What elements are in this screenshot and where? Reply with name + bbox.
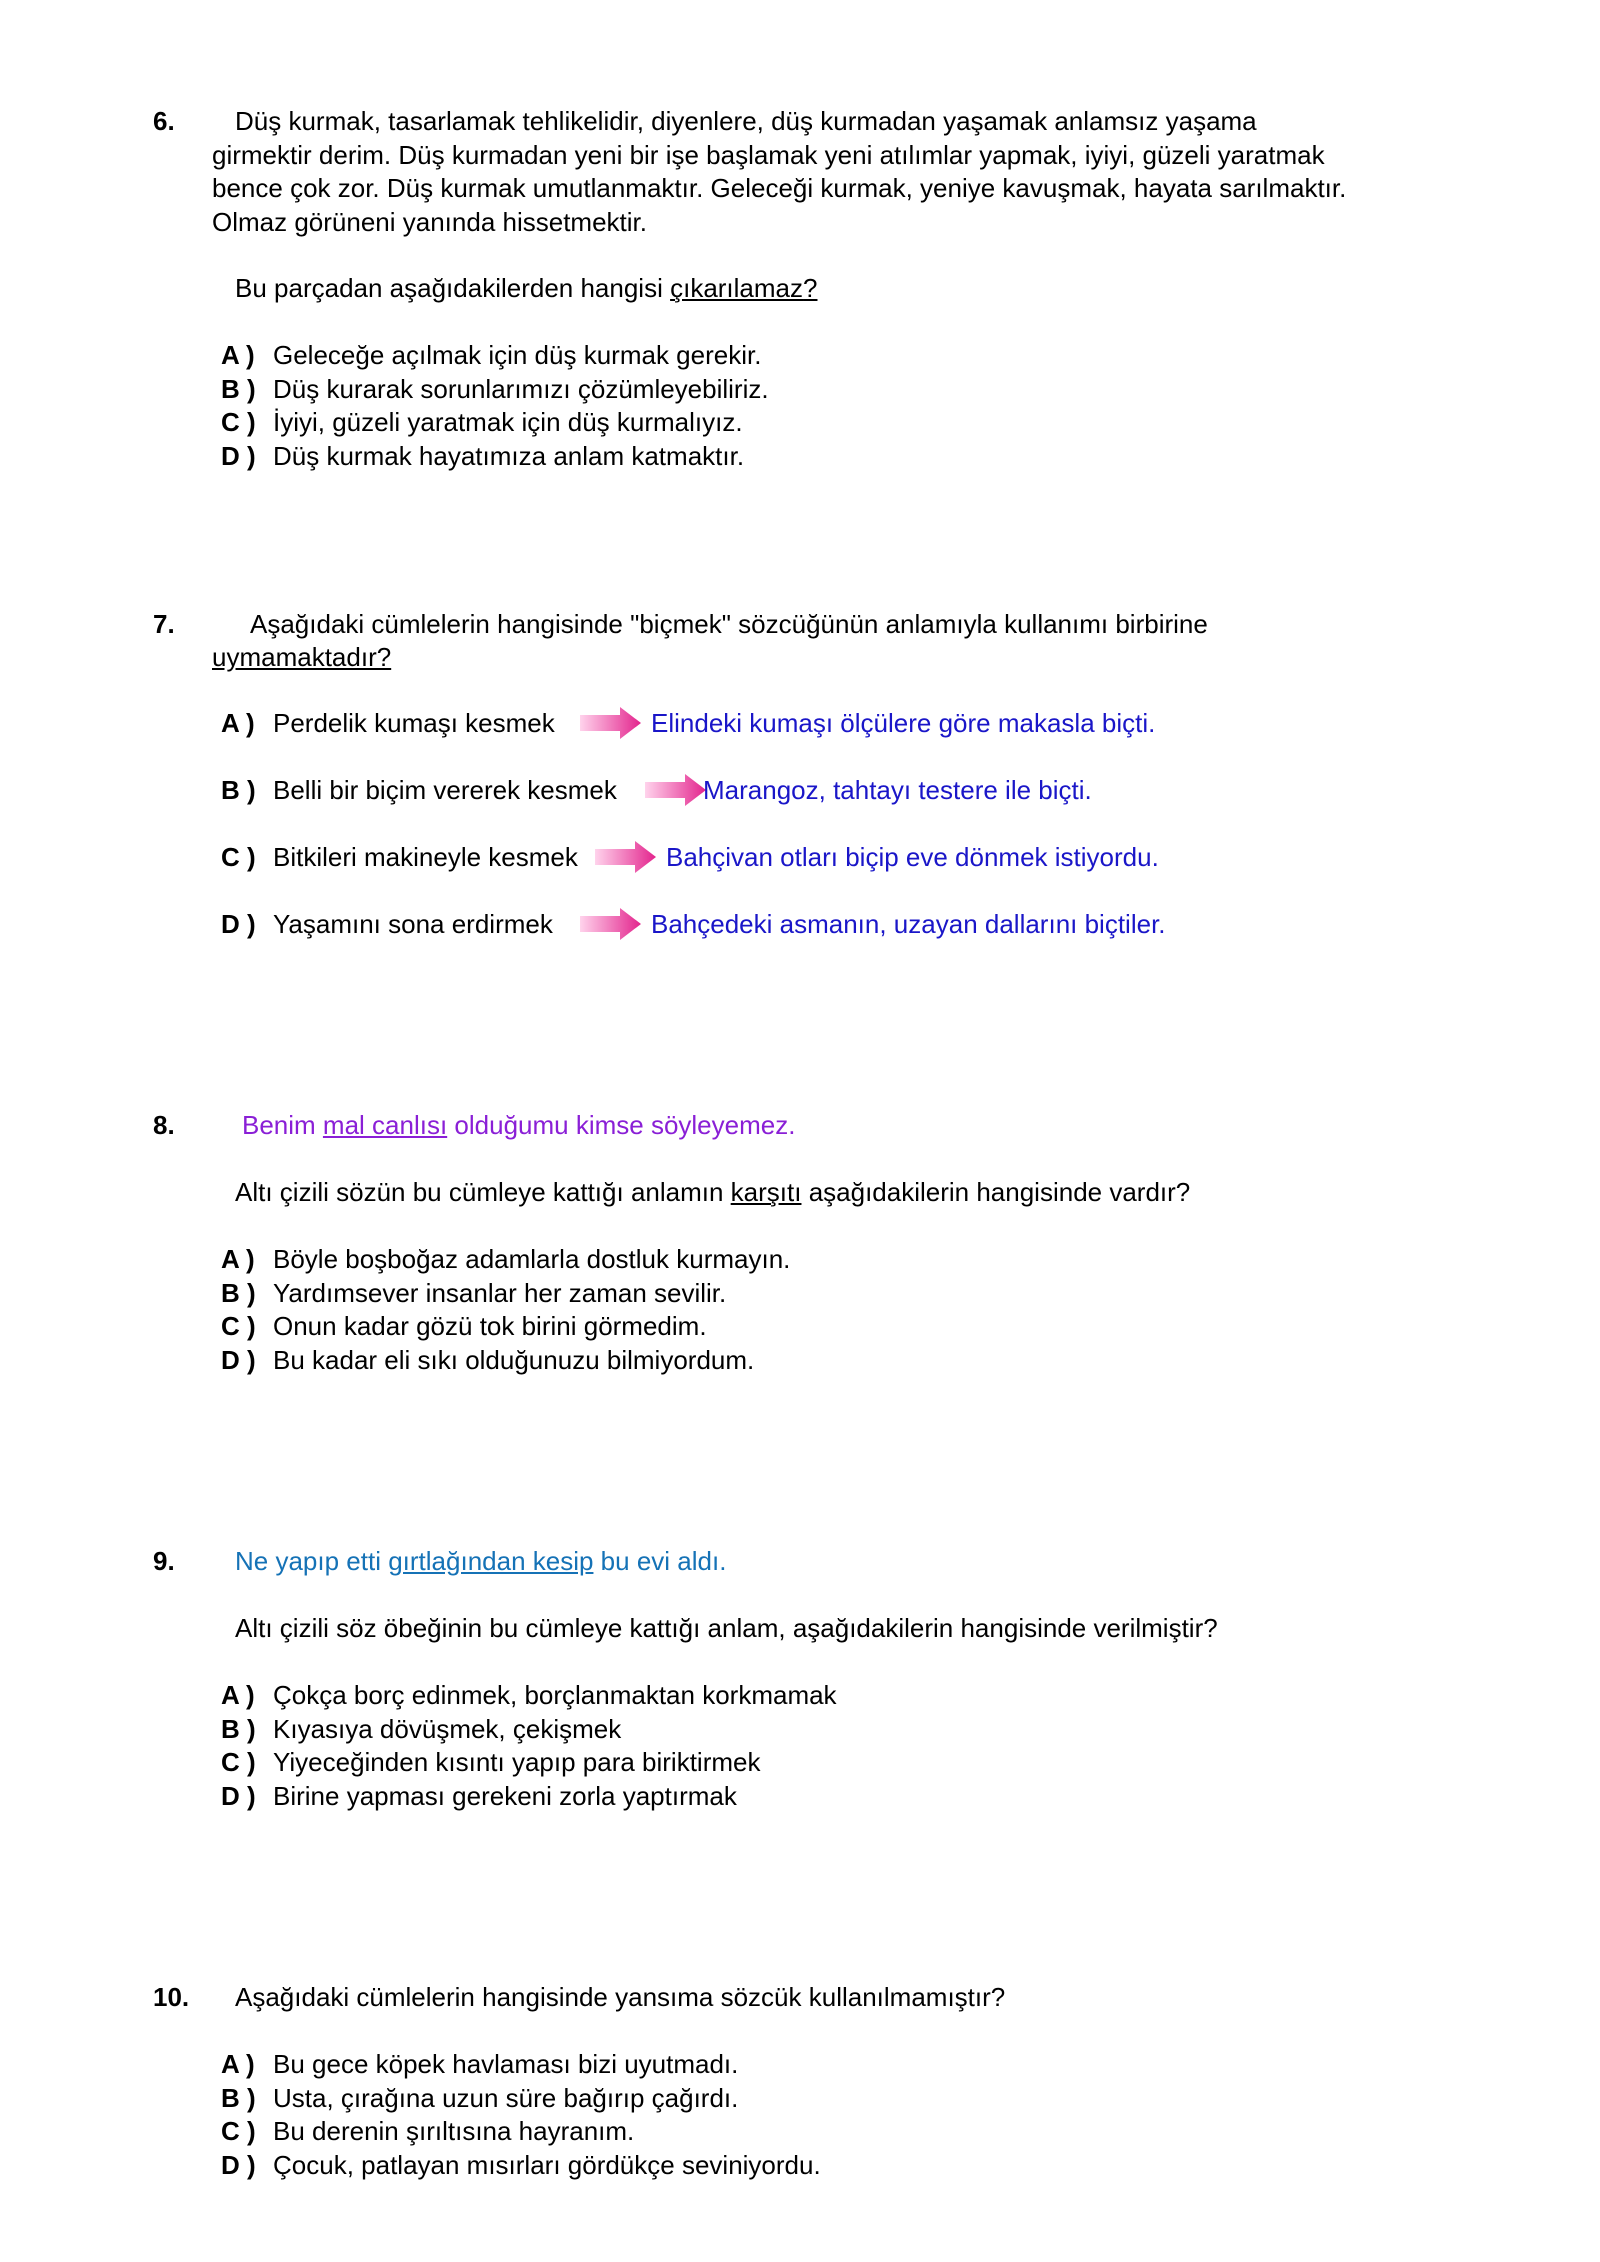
passage-line: Olmaz görüneni yanında hissetmektir. bbox=[212, 207, 647, 237]
option-b[interactable] bbox=[221, 2081, 738, 2115]
sentence-text: Ne yapıp etti bbox=[235, 1546, 389, 1576]
arrow-right-icon bbox=[645, 773, 707, 807]
passage-line: Düş kurmak, tasarlamak tehlikelidir, diyenlere, düş kurmadan yaşamak anlamsız yaşama bbox=[235, 106, 1257, 136]
option-b[interactable] bbox=[221, 1712, 621, 1746]
underlined-word: çıkarılamaz bbox=[670, 273, 804, 303]
question-number: 7. bbox=[153, 609, 175, 639]
option-letter: B ) bbox=[221, 1714, 256, 1744]
stem-text: Bu parçadan aşağıdakilerden hangisi bbox=[235, 273, 671, 303]
option-text: Düş kurmak hayatımıza anlam katmaktır. bbox=[273, 441, 745, 471]
question-stem bbox=[235, 271, 817, 305]
option-d[interactable] bbox=[221, 439, 744, 473]
sentence-text: olduğumu kimse söyleyemez. bbox=[447, 1110, 796, 1140]
option-b[interactable] bbox=[221, 372, 769, 406]
option-letter: B ) bbox=[221, 1278, 256, 1308]
option-b[interactable] bbox=[221, 1276, 726, 1310]
option-letter: D ) bbox=[221, 441, 256, 471]
option-letter: D ) bbox=[221, 909, 256, 939]
option-c[interactable] bbox=[221, 1309, 707, 1343]
option-text: Kıyasıya dövüşmek, çekişmek bbox=[273, 1714, 622, 1744]
option-c[interactable] bbox=[221, 1745, 761, 1779]
question-stem: Aşağıdaki cümlelerin hangisinde "biçmek" sözcüğünün anlamıyla kullanımı birbirine bbox=[250, 609, 1208, 639]
option-letter: C ) bbox=[221, 1747, 256, 1777]
option-letter: C ) bbox=[221, 842, 256, 872]
option-text: Böyle boşboğaz adamlarla dostluk kurmayın. bbox=[273, 1244, 791, 1274]
option-b[interactable] bbox=[221, 773, 617, 807]
option-text: Bu gece köpek havlaması bizi uyutmadı. bbox=[273, 2049, 739, 2079]
option-letter: A ) bbox=[221, 1244, 255, 1274]
option-c[interactable] bbox=[221, 2114, 634, 2148]
option-letter: A ) bbox=[221, 2049, 255, 2079]
option-letter: A ) bbox=[221, 1680, 255, 1710]
question-number: 8. bbox=[153, 1110, 175, 1140]
question-stem: Altı çizili söz öbeğinin bu cümleye kattığı anlam, aşağıdakilerin hangisinde verilmiştir? bbox=[235, 1613, 1218, 1643]
passage-line: bence çok zor. Düş kurmak umutlanmaktır. Geleceği kurmak, yeniye kavuşmak, hayata sarılmaktır. bbox=[212, 173, 1347, 203]
option-meaning: Yaşamını sona erdirmek bbox=[273, 909, 553, 939]
option-d[interactable] bbox=[221, 907, 553, 941]
option-d[interactable] bbox=[221, 2148, 821, 2182]
option-example: Bahçedeki asmanın, uzayan dallarını biçtiler. bbox=[651, 909, 1166, 939]
sentence-text: bu evi aldı. bbox=[593, 1546, 727, 1576]
option-text: Yardımsever insanlar her zaman sevilir. bbox=[273, 1278, 727, 1308]
question-number: 9. bbox=[153, 1546, 175, 1576]
option-meaning: Bitkileri makineyle kesmek bbox=[273, 842, 578, 872]
option-letter: D ) bbox=[221, 1781, 256, 1811]
question-stem-underlined: uymamaktadır? bbox=[212, 642, 392, 672]
option-text: Yiyeceğinden kısıntı yapıp para biriktirmek bbox=[273, 1747, 761, 1777]
option-letter: D ) bbox=[221, 2150, 256, 2180]
question-mark: ? bbox=[803, 273, 818, 303]
option-d[interactable] bbox=[221, 1343, 754, 1377]
option-example: Elindeki kumaşı ölçülere göre makasla biçti. bbox=[651, 708, 1156, 738]
option-letter: B ) bbox=[221, 374, 256, 404]
option-a[interactable] bbox=[221, 2047, 738, 2081]
underlined-phrase: mal canlısı bbox=[322, 1110, 448, 1140]
option-text: Geleceğe açılmak için düş kurmak gerekir. bbox=[273, 340, 762, 370]
arrow-right-icon bbox=[580, 907, 642, 941]
stem-text: Altı çizili sözün bu cümleye kattığı anlamın bbox=[235, 1177, 731, 1207]
option-text: Düş kurarak sorunlarımızı çözümleyebiliriz. bbox=[273, 374, 769, 404]
option-example: Bahçivan otları biçip eve dönmek istiyordu. bbox=[666, 842, 1159, 872]
underlined-word: karşıtı bbox=[730, 1177, 802, 1207]
option-text: Onun kadar gözü tok birini görmedim. bbox=[273, 1311, 707, 1341]
option-letter: C ) bbox=[221, 1311, 256, 1341]
passage-line: girmektir derim. Düş kurmadan yeni bir işe başlamak yeni atılımlar yapmak, iyiyi, güzeli yaratmak bbox=[212, 140, 1325, 170]
option-text: Çokça borç edinmek, borçlanmaktan korkmamak bbox=[273, 1680, 837, 1710]
option-a[interactable] bbox=[221, 1242, 790, 1276]
option-meaning: Belli bir biçim vererek kesmek bbox=[273, 775, 617, 805]
arrow-right-icon bbox=[580, 706, 642, 740]
option-meaning: Perdelik kumaşı kesmek bbox=[273, 708, 555, 738]
option-letter: C ) bbox=[221, 407, 256, 437]
arrow-right-icon bbox=[595, 840, 657, 874]
option-c[interactable] bbox=[221, 840, 578, 874]
option-letter: C ) bbox=[221, 2116, 256, 2146]
option-a[interactable] bbox=[221, 338, 761, 372]
option-letter: A ) bbox=[221, 340, 255, 370]
option-text: Bu derenin şırıltısına hayranım. bbox=[273, 2116, 635, 2146]
option-text: Usta, çırağına uzun süre bağırıp çağırdı. bbox=[273, 2083, 739, 2113]
option-text: İyiyi, güzeli yaratmak için düş kurmalıyız. bbox=[273, 407, 743, 437]
option-letter: D ) bbox=[221, 1345, 256, 1375]
sentence-text: Benim bbox=[242, 1110, 323, 1140]
option-text: Çocuk, patlayan mısırları gördükçe seviniyordu. bbox=[273, 2150, 821, 2180]
question-number: 6. bbox=[153, 106, 175, 136]
option-letter: A ) bbox=[221, 708, 255, 738]
option-c[interactable] bbox=[221, 405, 743, 439]
question-stem: Aşağıdaki cümlelerin hangisinde yansıma sözcük kullanılmamıştır? bbox=[235, 1982, 1006, 2012]
option-example: Marangoz, tahtayı testere ile biçti. bbox=[703, 775, 1092, 805]
option-a[interactable] bbox=[221, 706, 555, 740]
option-a[interactable] bbox=[221, 1678, 837, 1712]
stem-text: aşağıdakilerin hangisinde vardır? bbox=[801, 1177, 1191, 1207]
option-letter: B ) bbox=[221, 2083, 256, 2113]
underlined-phrase: gırtlağından kesip bbox=[388, 1546, 594, 1576]
example-sentence bbox=[242, 1108, 795, 1142]
option-text: Bu kadar eli sıkı olduğunuzu bilmiyordum. bbox=[273, 1345, 755, 1375]
question-number: 10. bbox=[153, 1982, 190, 2012]
example-sentence bbox=[235, 1544, 726, 1578]
option-letter: B ) bbox=[221, 775, 256, 805]
question-stem bbox=[235, 1175, 1190, 1209]
option-d[interactable] bbox=[221, 1779, 737, 1813]
option-text: Birine yapması gerekeni zorla yaptırmak bbox=[273, 1781, 737, 1811]
